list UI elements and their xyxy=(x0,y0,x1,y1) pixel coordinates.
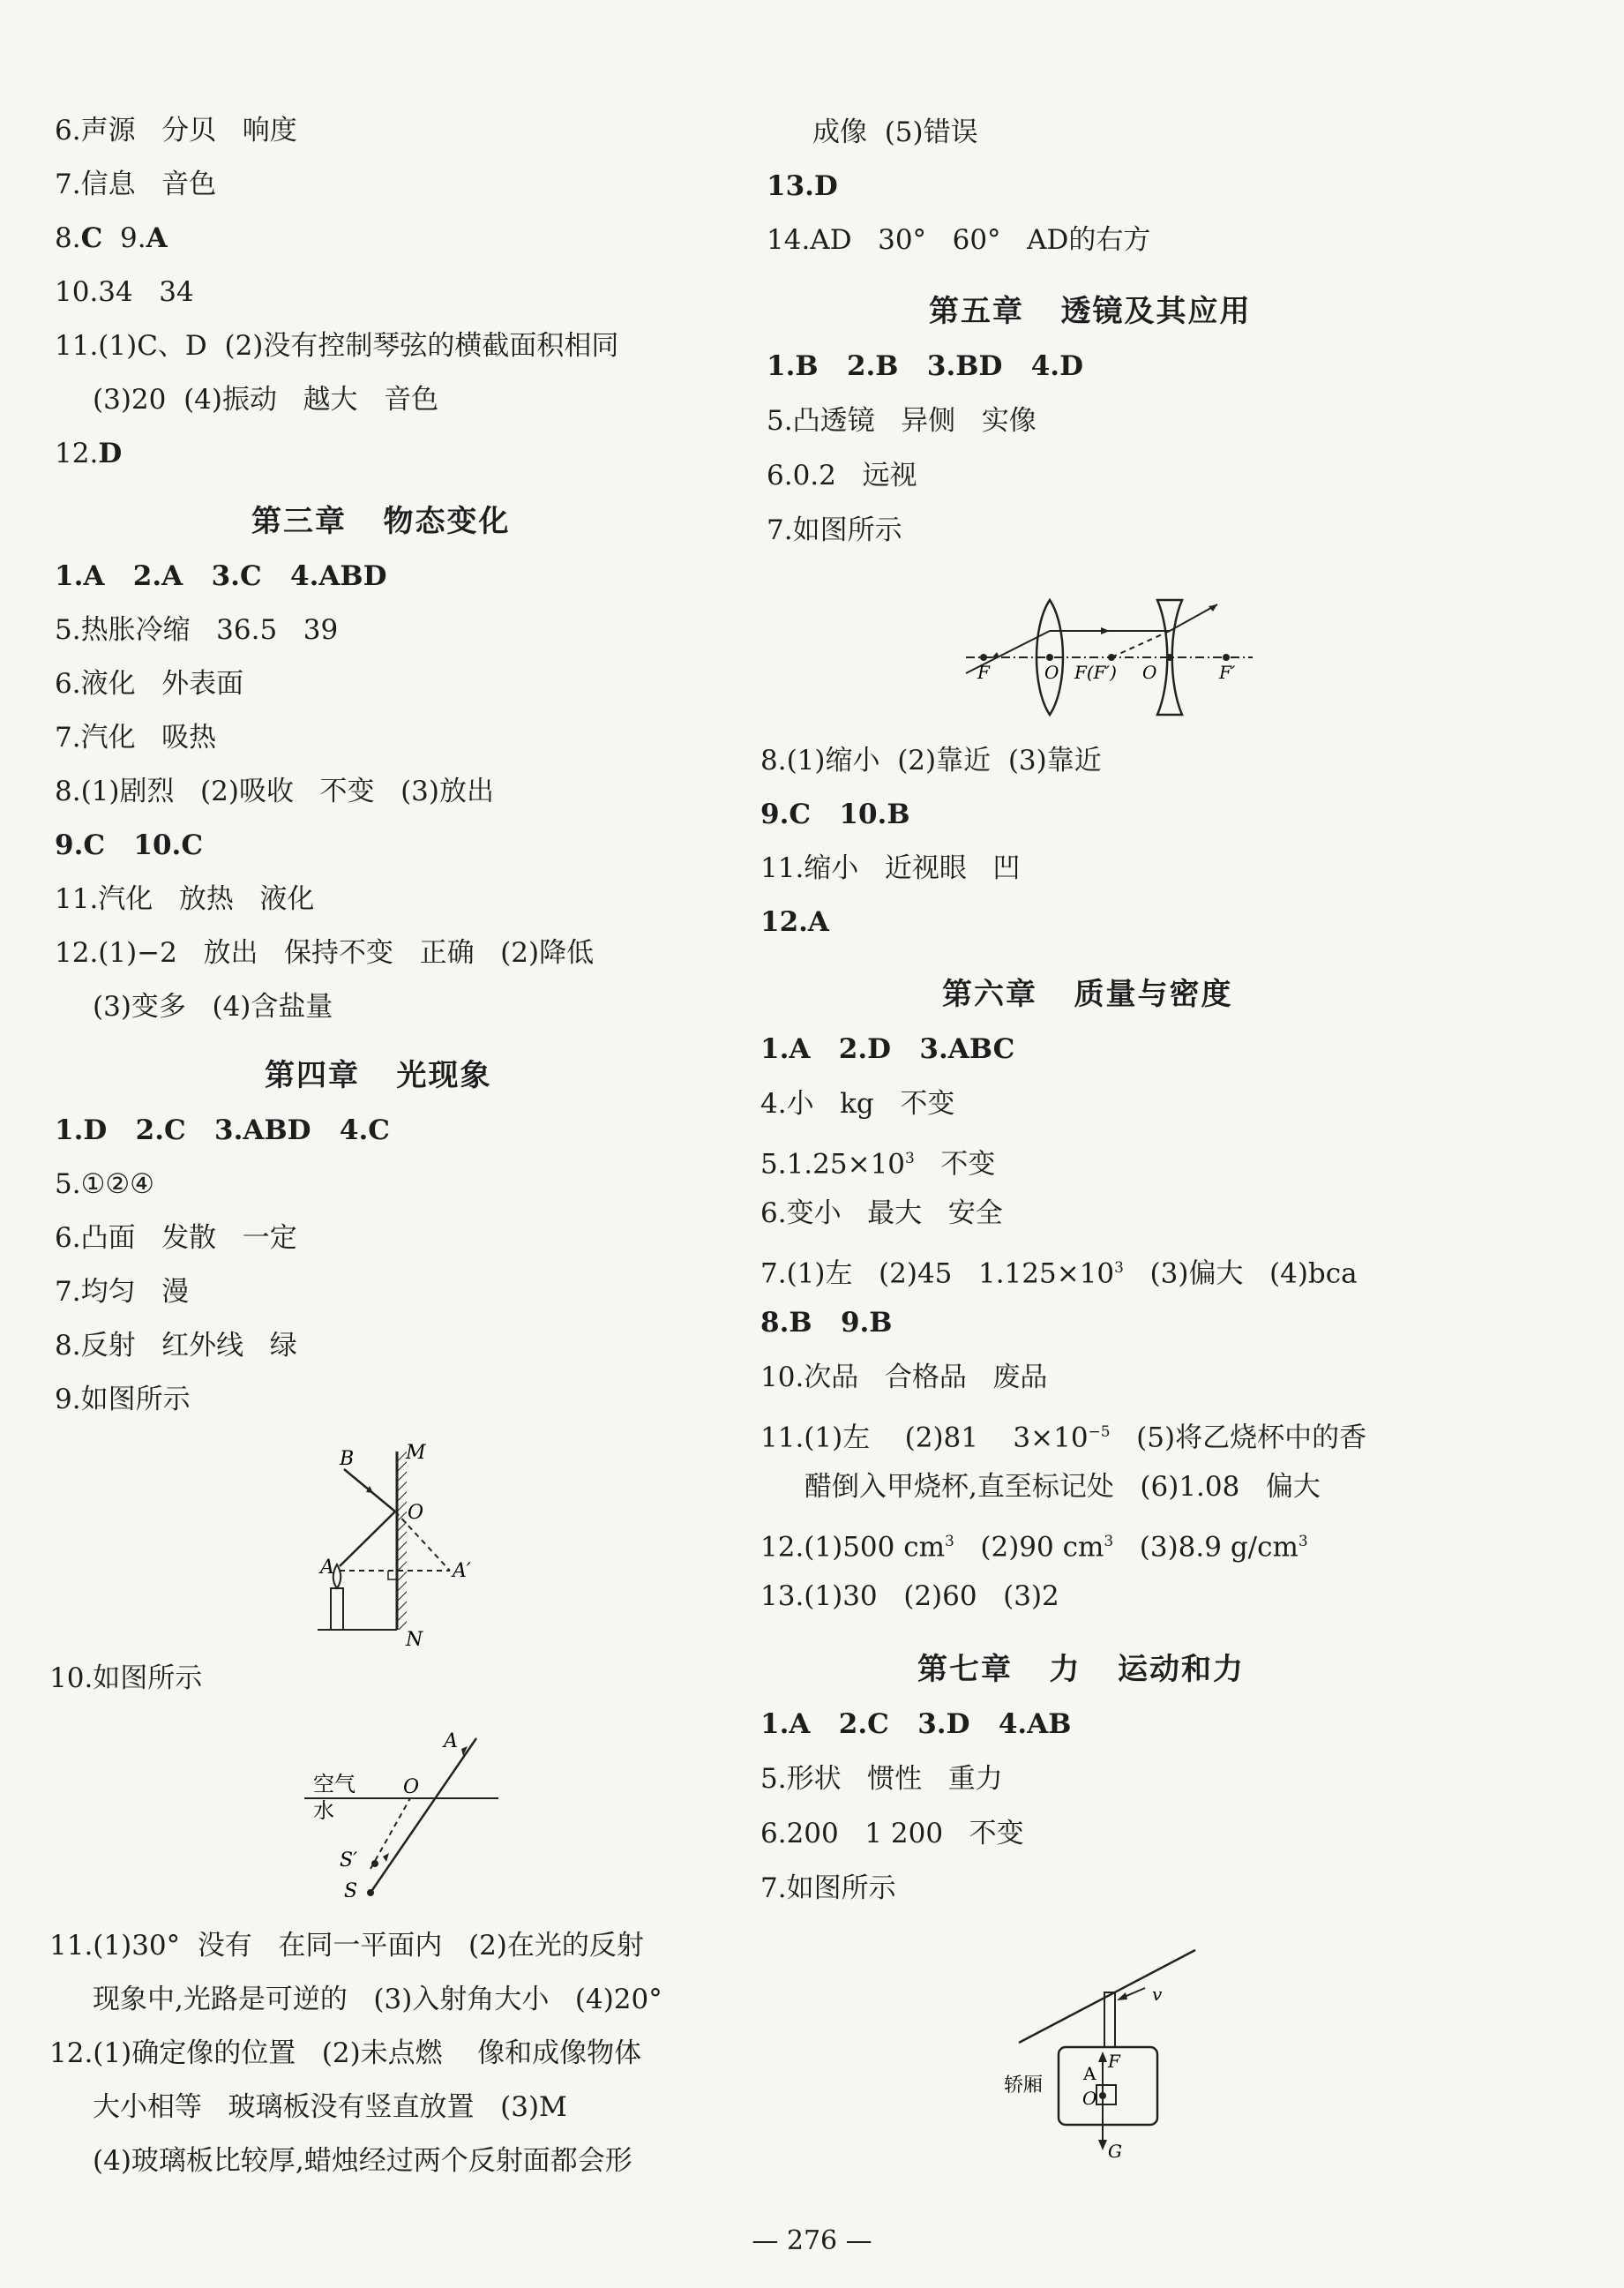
answer-line: 成像 (5)错误 xyxy=(812,116,978,148)
chapter-heading: 第三章 物态变化 xyxy=(251,504,511,539)
label-g: G xyxy=(1108,2141,1122,2162)
label-water: 水 xyxy=(313,1798,334,1823)
arrow-icon xyxy=(1101,627,1110,634)
answer-line: 6.凸面 发散 一定 xyxy=(55,1222,297,1254)
label-m: M xyxy=(406,1442,426,1464)
cable-line xyxy=(1019,1950,1195,2043)
answer-line: 8.B 9.B xyxy=(760,1307,893,1339)
answer-line: 10.如图所示 xyxy=(49,1662,203,1694)
answer-line: 6.0.2 远视 xyxy=(767,460,917,491)
label-f: F xyxy=(977,662,990,683)
answer-line: 1.A 2.A 3.C 4.ABD xyxy=(55,560,387,592)
answer-line: 6.声源 分贝 响度 xyxy=(55,115,297,146)
answer-line: 1.A 2.D 3.ABC xyxy=(760,1033,1015,1065)
answer-line: $5.1.25\times 10^3$ 不变 xyxy=(760,1148,996,1181)
center-point xyxy=(1166,654,1173,661)
lens-figure xyxy=(962,587,1261,719)
answer-line: 12.(1)500 $cm^3$ (2)90 $cm^3$ (3)8.9 $g/cm^3$ xyxy=(760,1531,1308,1564)
virtual-ray xyxy=(1111,631,1170,657)
answer-line: 大小相等 玻璃板没有竖直放置 (3)M xyxy=(93,2091,567,2123)
answer-line: 7.(1)左 (2)45 $1.125\times 10^3$ (3)偏大 (4)bca xyxy=(760,1257,1358,1290)
answer-line: 12.D xyxy=(55,438,123,469)
answer-line: (4)玻璃板比较厚,蜡烛经过两个反射面都会形 xyxy=(93,2145,632,2177)
arrow-icon xyxy=(1117,1992,1127,2000)
virtual-ray xyxy=(370,1798,410,1869)
arrow-icon xyxy=(383,1853,389,1862)
label-f-fprime: F(F′) xyxy=(1074,662,1117,683)
answer-line: 5.热胀冷缩 36.5 39 xyxy=(55,614,339,646)
mirror-hatch xyxy=(398,1452,407,1630)
answer-line: 1.A 2.C 3.D 4.AB xyxy=(760,1708,1072,1740)
answer-line: 7.如图所示 xyxy=(760,1872,896,1904)
answer-line: 5.①②④ xyxy=(55,1168,154,1200)
chapter-heading: 第五章 透镜及其应用 xyxy=(929,294,1252,329)
answer-line: 4.小 kg 不变 xyxy=(760,1088,955,1120)
label-o: O xyxy=(408,1502,424,1524)
chapter-heading: 第四章 光现象 xyxy=(265,1058,492,1093)
label-b: B xyxy=(340,1448,355,1470)
arrow-icon xyxy=(1098,2140,1107,2150)
answer-line: 7.信息 音色 xyxy=(55,169,217,200)
arrow-icon xyxy=(992,652,999,658)
answer-line: 11.(1)左 (2)81 $3\times 10^{-5}$ (5)将乙烧杯中的香 xyxy=(760,1422,1367,1454)
point-s xyxy=(367,1889,374,1896)
arrow-icon xyxy=(1098,2052,1107,2062)
answer-line: 12.(1)−2 放出 保持不变 正确 (2)降低 xyxy=(55,937,595,969)
answer-line: 10.次品 合格品 废品 xyxy=(760,1362,1048,1393)
answer-line: 9.C 10.B xyxy=(760,799,910,830)
reflected-ray xyxy=(340,1512,395,1566)
answer-line: 5.凸透镜 异侧 实像 xyxy=(767,405,1037,437)
answer-line: 13.D xyxy=(767,170,838,202)
focus-point xyxy=(1108,654,1115,661)
answer-line: 1.D 2.C 3.ABD 4.C xyxy=(55,1114,390,1146)
mirror-reflection-figure xyxy=(304,1434,507,1646)
chapter-heading: 第七章 力 运动和力 xyxy=(917,1652,1246,1687)
answer-line: 6.变小 最大 安全 xyxy=(760,1197,1003,1229)
answer-line: 现象中,光路是可逆的 (3)入射角大小 (4)20° xyxy=(93,1984,662,2015)
label-air: 空气 xyxy=(313,1772,355,1797)
answer-line: 9.C 10.C xyxy=(55,829,204,861)
answer-line: 7.如图所示 xyxy=(767,514,902,546)
flame-icon xyxy=(333,1564,341,1588)
focus-point xyxy=(980,654,987,661)
answer-line: 5.形状 惯性 重力 xyxy=(760,1763,1003,1795)
label-a: A xyxy=(1083,2063,1096,2084)
label-a-image: A′ xyxy=(453,1560,471,1582)
chapter-heading: 第六章 质量与密度 xyxy=(942,977,1233,1012)
cable-car-force-figure xyxy=(997,1937,1226,2166)
hanger-arm xyxy=(1104,1992,1115,2047)
answer-line: 11.(1)30° 没有 在同一平面内 (2)在光的反射 xyxy=(49,1930,644,1962)
label-s: S xyxy=(344,1880,358,1897)
label-o: O xyxy=(1044,662,1059,683)
label-v: v xyxy=(1152,1984,1163,2005)
page-number: — 276 — xyxy=(752,2225,872,2256)
answer-line: 11.缩小 近视眼 凹 xyxy=(760,852,1021,884)
answer-line: 8.(1)剧烈 (2)吸收 不变 (3)放出 xyxy=(55,776,494,807)
answer-line: 8.(1)缩小 (2)靠近 (3)靠近 xyxy=(760,745,1102,776)
label-a: A xyxy=(444,1730,458,1752)
answer-line: 1.B 2.B 3.BD 4.D xyxy=(767,350,1083,382)
label-s-image: S′ xyxy=(340,1849,358,1872)
answer-line: 6.液化 外表面 xyxy=(55,668,244,700)
answer-line: 12.A xyxy=(760,906,829,938)
label-n: N xyxy=(406,1629,423,1646)
answer-line: 11.(1)C、D (2)没有控制琴弦的横截面积相同 xyxy=(55,330,619,362)
label-f-prime: F′ xyxy=(1219,662,1236,683)
answer-line: 8.C 9.A xyxy=(55,222,168,254)
refracted-ray xyxy=(370,1738,476,1893)
answer-line: 14.AD 30° 60° AD的右方 xyxy=(767,224,1151,256)
label-car: 轿厢 xyxy=(1004,2074,1044,2097)
label-o: O xyxy=(1142,662,1157,683)
label-f: F xyxy=(1108,2051,1120,2072)
answer-line: 7.汽化 吸热 xyxy=(55,722,217,754)
candle-icon xyxy=(331,1588,343,1630)
point-s-image xyxy=(371,1860,378,1867)
answer-line: 13.(1)30 (2)60 (3)2 xyxy=(760,1580,1059,1612)
label-o: O xyxy=(1082,2088,1097,2109)
answer-line: 8.反射 红外线 绿 xyxy=(55,1330,297,1362)
answer-line: 9.如图所示 xyxy=(55,1384,191,1415)
label-o: O xyxy=(403,1776,420,1798)
focus-point xyxy=(1223,654,1230,661)
answer-line: 11.汽化 放热 液化 xyxy=(55,883,315,915)
answer-line: 12.(1)确定像的位置 (2)未点燃 像和成像物体 xyxy=(49,2037,642,2069)
label-a: A xyxy=(320,1557,334,1579)
answer-line: (3)20 (4)振动 越大 音色 xyxy=(93,384,439,416)
answer-line: 7.均匀 漫 xyxy=(55,1276,190,1308)
refraction-figure xyxy=(304,1721,507,1897)
answer-line: 10.34 34 xyxy=(55,276,194,308)
answer-line: (3)变多 (4)含盐量 xyxy=(93,991,333,1023)
answer-line: 醋倒入甲烧杯,直至标记处 (6)1.08 偏大 xyxy=(805,1471,1321,1503)
answer-line: 6.200 1 200 不变 xyxy=(760,1818,1024,1849)
center-point xyxy=(1046,654,1053,661)
